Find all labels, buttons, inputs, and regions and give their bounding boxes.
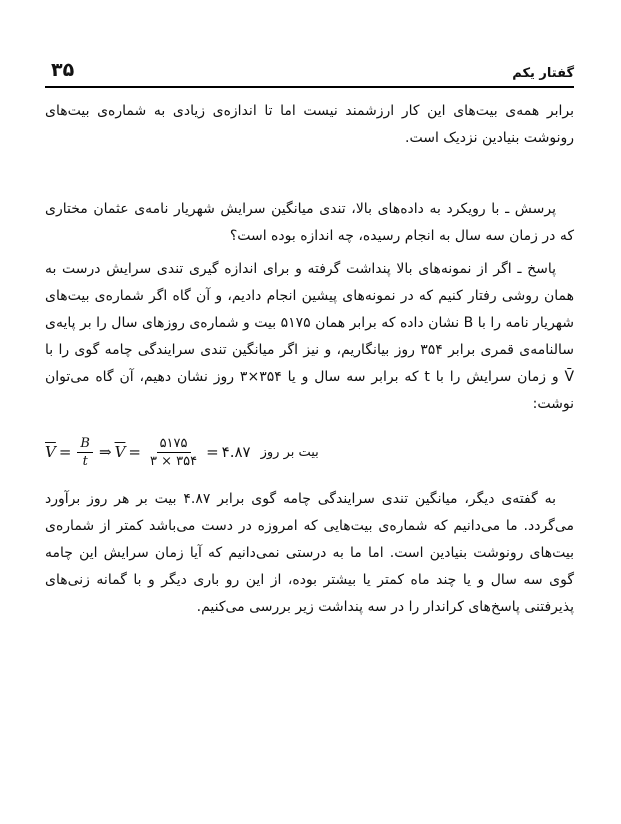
formula-implies: ⇒ [98, 443, 112, 461]
formula-fraction-values [147, 436, 200, 469]
formula-v-left: $\overline{V}$ [45, 443, 56, 461]
page-header [45, 56, 574, 88]
chapter-title: گفتار یکم [512, 66, 574, 81]
conclusion-paragraph: به گفته‌ی دیگر، میانگین تندی سرایندگی چامه گوی برابر ۴.۸۷ بیت بر هر روز برآورد می‌گردد. ما می‌دانیم که شماره‌ی بیت‌هایی که امروزه در دست می‌باشد کمتر از شماره‌ی بیت‌های رونوشت بنیادین است. اما ما به درستی نمی‌دانیم که آیا زمان سرایش این چامه گوی سه سال و یا چند ماه کمتر یا بیشتر بوده، از این رو باری دیگر و با گمانه زنی‌های پذیرفتنی پاسخ‌های کراندار را در سه پنداشت زیر بررسی می‌کنیم. [45, 491, 574, 615]
formula-fraction-b-t [77, 436, 93, 469]
intro-paragraph: برابر همه‌ی بیت‌های این کار ارزشمند نیست اما تا اندازه‌ی زیادی به شماره‌ی بیت‌های رونوشت بنیادین نزدیک است. [45, 103, 574, 146]
question-paragraph: پرسش ـ با رویکرد به داده‌های بالا، تندی میانگین سرایش شهریار نامه‌ی عثمان مختاری که در زمان سه سال به انجام رسیده، چه اندازه بوده است؟ [45, 201, 574, 244]
formula-b: B [77, 436, 93, 453]
formula-result: ۴.۸۷ [221, 443, 251, 461]
speed-formula [45, 424, 574, 480]
formula-equals-1: = [58, 443, 72, 461]
formula-numerator: ۵۱۷۵ [157, 436, 191, 453]
page-number: ۳۵ [51, 59, 75, 81]
formula-unit: بیت بر روز [260, 444, 319, 460]
formula-equals-2: = [128, 443, 141, 461]
formula-denominator: ۳ × ۳۵۴ [149, 453, 198, 469]
answer-paragraph: پاسخ ـ اگر از نمونه‌های بالا پنداشت گرفته و برای اندازه گیری تندی سرایش درست به همان روشی رفتار کنیم که در نمونه‌های پیشین انجام دادیم، و آن گاه اگر شماره‌ی بیت‌های شهریار نامه را با B نشان داده که برابر همان ۵۱۷۵ بیت و شماره‌ی روزهای سال را بر پایه‌ی سالنامه‌ی قمری برابر ۳۵۴ روز بیانگاریم، و نیز اگر میانگین تندی سرایندگی چامه گوی را با V̄ و زمان سرایش را با t که برابر سه سال و یا ۳۵۴×۳ روز نشان دهیم، آن گاه می‌توان نوشت: [45, 261, 575, 412]
body-text [45, 98, 574, 621]
formula-v-right: $\overline{V}$ [114, 443, 126, 461]
formula-t: t [82, 453, 88, 469]
formula-equals-3: = [206, 443, 219, 461]
